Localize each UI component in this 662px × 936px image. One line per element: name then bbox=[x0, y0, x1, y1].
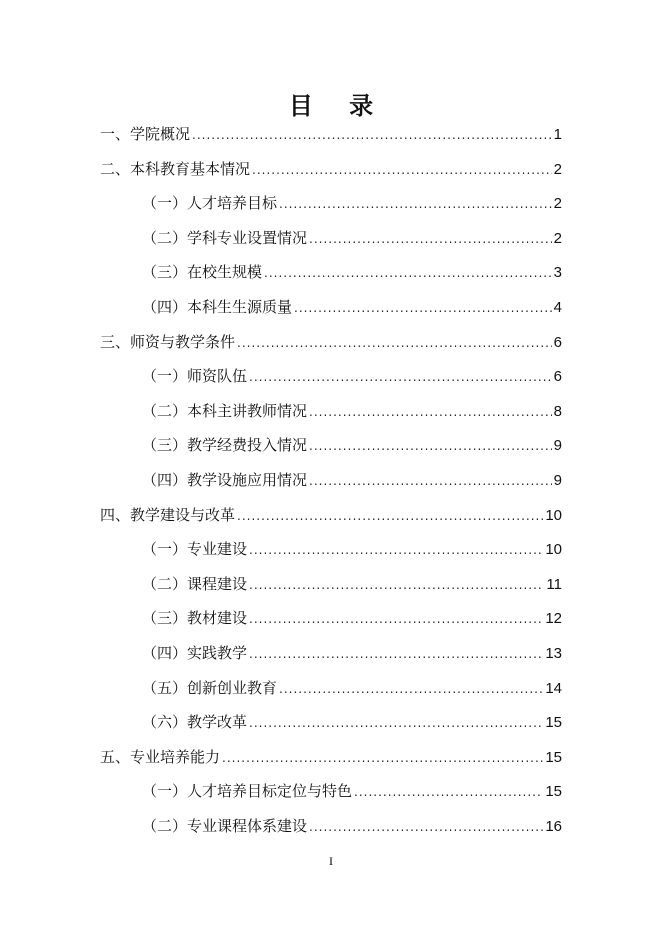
toc-entry[interactable] bbox=[100, 779, 562, 814]
toc-leader-dots bbox=[249, 538, 543, 562]
toc-leader-dots bbox=[249, 642, 543, 666]
toc-entry-label: （二）本科主讲教师情况 bbox=[142, 401, 308, 420]
toc-entry[interactable] bbox=[100, 814, 562, 849]
toc-entry-label: （二）课程建设 bbox=[142, 574, 248, 593]
toc-entry[interactable] bbox=[100, 745, 562, 780]
toc-entry-page: 4 bbox=[553, 298, 562, 316]
toc-entry-page: 9 bbox=[553, 471, 562, 489]
toc-entry-label: （三）在校生规模 bbox=[142, 263, 263, 282]
toc-entry[interactable] bbox=[100, 157, 562, 192]
toc-entry-page: 2 bbox=[553, 160, 562, 178]
toc-leader-dots bbox=[192, 123, 552, 147]
toc-entry-page: 14 bbox=[545, 679, 562, 697]
toc-entry-label: （一）人才培养目标 bbox=[142, 194, 278, 213]
toc-entry-page: 12 bbox=[545, 610, 562, 628]
toc-entry-page: 10 bbox=[545, 541, 562, 559]
toc-leader-dots bbox=[309, 434, 552, 458]
toc-entry[interactable] bbox=[100, 399, 562, 434]
toc-entry[interactable] bbox=[100, 641, 562, 676]
toc-entry[interactable] bbox=[100, 364, 562, 399]
toc-entry-page: 16 bbox=[545, 817, 562, 835]
toc-entry[interactable] bbox=[100, 572, 562, 607]
toc-leader-dots bbox=[309, 400, 552, 424]
toc-leader-dots bbox=[354, 780, 543, 804]
toc-entry-label: 一、学院概况 bbox=[100, 125, 191, 143]
toc-entry-label: （四）实践教学 bbox=[142, 643, 248, 662]
toc-entry[interactable] bbox=[100, 191, 562, 226]
toc-entry[interactable] bbox=[100, 710, 562, 745]
toc-entry-page: 3 bbox=[553, 264, 562, 282]
toc-entry-label: 二、本科教育基本情况 bbox=[100, 159, 251, 178]
toc-leader-dots bbox=[309, 469, 552, 493]
toc-entry-page: 6 bbox=[553, 368, 562, 386]
toc-leader-dots bbox=[249, 607, 543, 631]
toc-entry-label: （一）专业建设 bbox=[142, 540, 248, 559]
toc-entry-label: （二）专业课程体系建设 bbox=[142, 816, 308, 835]
toc-leader-dots bbox=[252, 158, 552, 182]
toc-leader-dots bbox=[264, 261, 552, 285]
toc-entry-label: （二）学科专业设置情况 bbox=[142, 228, 308, 247]
table-of-contents bbox=[100, 122, 562, 848]
toc-entry[interactable] bbox=[100, 122, 562, 157]
toc-leader-dots bbox=[249, 711, 543, 735]
toc-entry-label: （一）人才培养目标定位与特色 bbox=[142, 782, 353, 801]
toc-entry[interactable] bbox=[100, 295, 562, 330]
toc-entry-label: （四）教学设施应用情况 bbox=[142, 470, 308, 489]
toc-leader-dots bbox=[309, 227, 552, 251]
toc-entry[interactable] bbox=[100, 676, 562, 711]
page-title: 目 录 bbox=[288, 91, 388, 120]
toc-entry[interactable] bbox=[100, 226, 562, 261]
toc-entry-page: 2 bbox=[553, 195, 562, 213]
page-number: I bbox=[329, 854, 333, 868]
toc-entry-label: （三）教材建设 bbox=[142, 609, 248, 628]
toc-entry-label: 四、教学建设与改革 bbox=[100, 505, 236, 524]
toc-entry-page: 1 bbox=[553, 126, 562, 143]
toc-entry-page: 13 bbox=[545, 644, 562, 662]
toc-entry-label: （一）师资队伍 bbox=[142, 367, 248, 386]
toc-entry-page: 11 bbox=[546, 575, 562, 593]
toc-leader-dots bbox=[279, 192, 552, 216]
toc-entry-page: 15 bbox=[545, 748, 562, 766]
toc-entry-label: （四）本科生生源质量 bbox=[142, 297, 293, 316]
toc-leader-dots bbox=[309, 815, 543, 839]
toc-entry[interactable] bbox=[100, 606, 562, 641]
toc-entry[interactable] bbox=[100, 433, 562, 468]
toc-entry-label: （三）教学经费投入情况 bbox=[142, 436, 308, 455]
toc-leader-dots bbox=[294, 296, 552, 320]
toc-leader-dots bbox=[249, 573, 544, 597]
toc-entry-label: 三、师资与教学条件 bbox=[100, 332, 236, 351]
toc-entry[interactable] bbox=[100, 468, 562, 503]
toc-entry-label: （六）教学改革 bbox=[142, 713, 248, 732]
toc-entry-page: 15 bbox=[545, 714, 562, 732]
toc-entry-page: 10 bbox=[545, 506, 562, 524]
toc-entry-label: （五）创新创业教育 bbox=[142, 678, 278, 697]
toc-entry-page: 6 bbox=[553, 333, 562, 351]
toc-entry-page: 8 bbox=[553, 402, 562, 420]
toc-entry[interactable] bbox=[100, 260, 562, 295]
toc-entry-page: 9 bbox=[553, 437, 562, 455]
toc-leader-dots bbox=[237, 504, 543, 528]
toc-entry-page: 2 bbox=[553, 229, 562, 247]
toc-entry-label: 五、专业培养能力 bbox=[100, 747, 221, 766]
toc-leader-dots bbox=[222, 746, 543, 770]
toc-entry-page: 15 bbox=[545, 783, 562, 801]
toc-leader-dots bbox=[279, 677, 543, 701]
toc-entry[interactable] bbox=[100, 537, 562, 572]
toc-leader-dots bbox=[237, 331, 552, 355]
toc-leader-dots bbox=[249, 365, 552, 389]
toc-entry[interactable] bbox=[100, 503, 562, 538]
toc-entry[interactable] bbox=[100, 330, 562, 365]
